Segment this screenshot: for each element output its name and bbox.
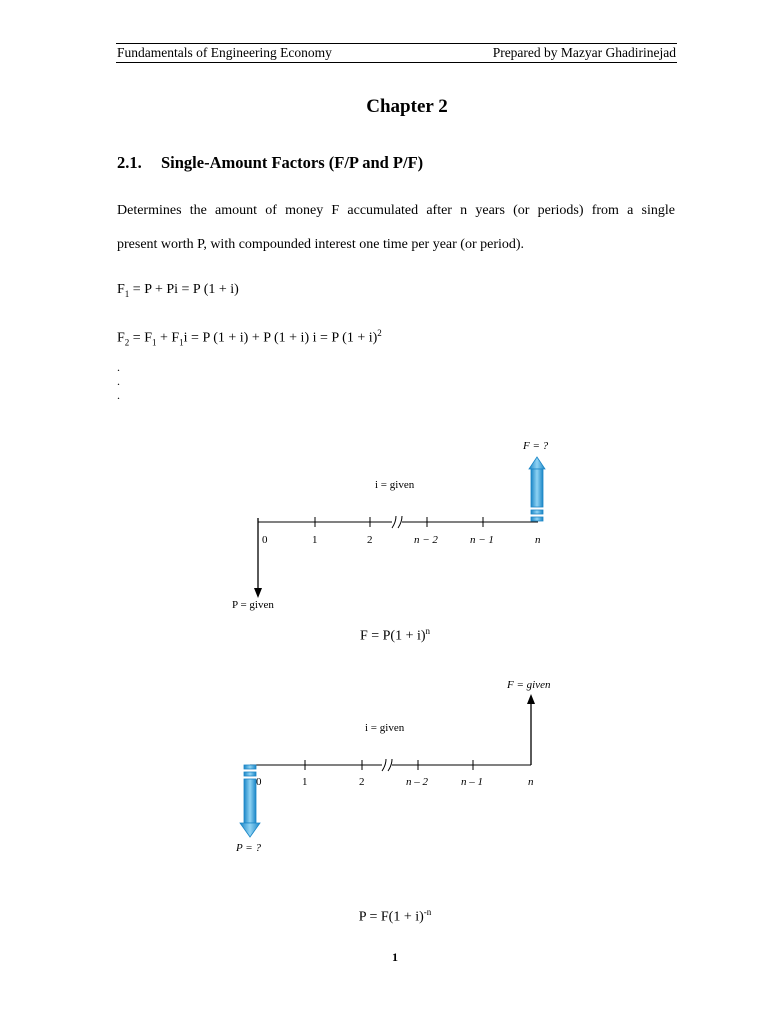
diagram2-tick-label: n – 2 — [406, 776, 428, 788]
header-author: Prepared by Mazyar Ghadirinejad — [492, 45, 676, 60]
equation-f1: $F_1 = P + Pi = P$ (1 + i) — [117, 282, 239, 299]
section-title: Single-Amount Factors (F/P and P/F) — [161, 153, 424, 172]
diagram1-interest-label: i = given — [375, 479, 415, 491]
diagram1-tick-label: n − 1 — [470, 534, 494, 546]
diagram1-bottom-label: P = given — [232, 599, 274, 611]
cash-flow-diagram-fp — [220, 430, 580, 620]
header-course-title: Fundamentals of Engineering Economy — [117, 45, 332, 60]
diagram2-bottom-label: P = ? — [236, 842, 261, 854]
diagram2-tick-label: 2 — [359, 776, 365, 788]
diagram1-f-arrow — [529, 457, 545, 521]
diagram1-tick-label: 0 — [262, 534, 268, 546]
diagram2-tick-label: 0 — [256, 776, 262, 788]
diagram1-p-arrowhead — [254, 588, 262, 598]
diagram2-tick-label: 1 — [302, 776, 308, 788]
ellipsis-dot: . — [117, 374, 120, 388]
ellipsis-dot: . — [117, 388, 120, 402]
diagram1-axis-break — [392, 516, 402, 528]
diagram2-tick-label: n – 1 — [461, 776, 483, 788]
diagram2-axis-break — [382, 759, 392, 771]
cash-flow-diagram-pf — [220, 672, 580, 862]
diagram1-tick-label: n — [535, 534, 541, 546]
formula-pf: $P = F(1 + i)^{-n}$ — [358, 907, 432, 925]
diagram1-top-label: F = ? — [523, 440, 549, 452]
chapter-title: Chapter 2 — [366, 96, 448, 117]
diagram2-tick-label: n — [528, 776, 534, 788]
section-heading — [117, 153, 423, 173]
diagram2-top-label: F = given — [507, 679, 551, 691]
diagram2-f-arrowhead — [527, 694, 535, 704]
diagram2-interest-label: i = given — [365, 722, 405, 734]
page-number: 1 — [392, 950, 398, 964]
formula-fp: $F = P(1 + i)^n$ — [359, 626, 431, 644]
diagram1-tick-label: n − 2 — [414, 534, 438, 546]
header-rule — [116, 62, 677, 63]
ellipsis-dot: . — [117, 360, 120, 374]
section-number: 2.1. — [117, 153, 142, 172]
header-top-rule — [116, 43, 677, 44]
paragraph-line-2: present worth P, with compounded interest one time per year (or period). — [117, 237, 525, 252]
equation-f2: $F_2 = F_1 + F_1i = P$ (1 + i) + P (1 + i) i = P $(1 + i)^2$ — [117, 328, 382, 348]
paragraph-line-1: Determines the amount of money F accumulated after n years (or periods) from a single — [117, 203, 675, 218]
diagram1-tick-label: 2 — [367, 534, 373, 546]
diagram1-tick-label: 1 — [312, 534, 318, 546]
